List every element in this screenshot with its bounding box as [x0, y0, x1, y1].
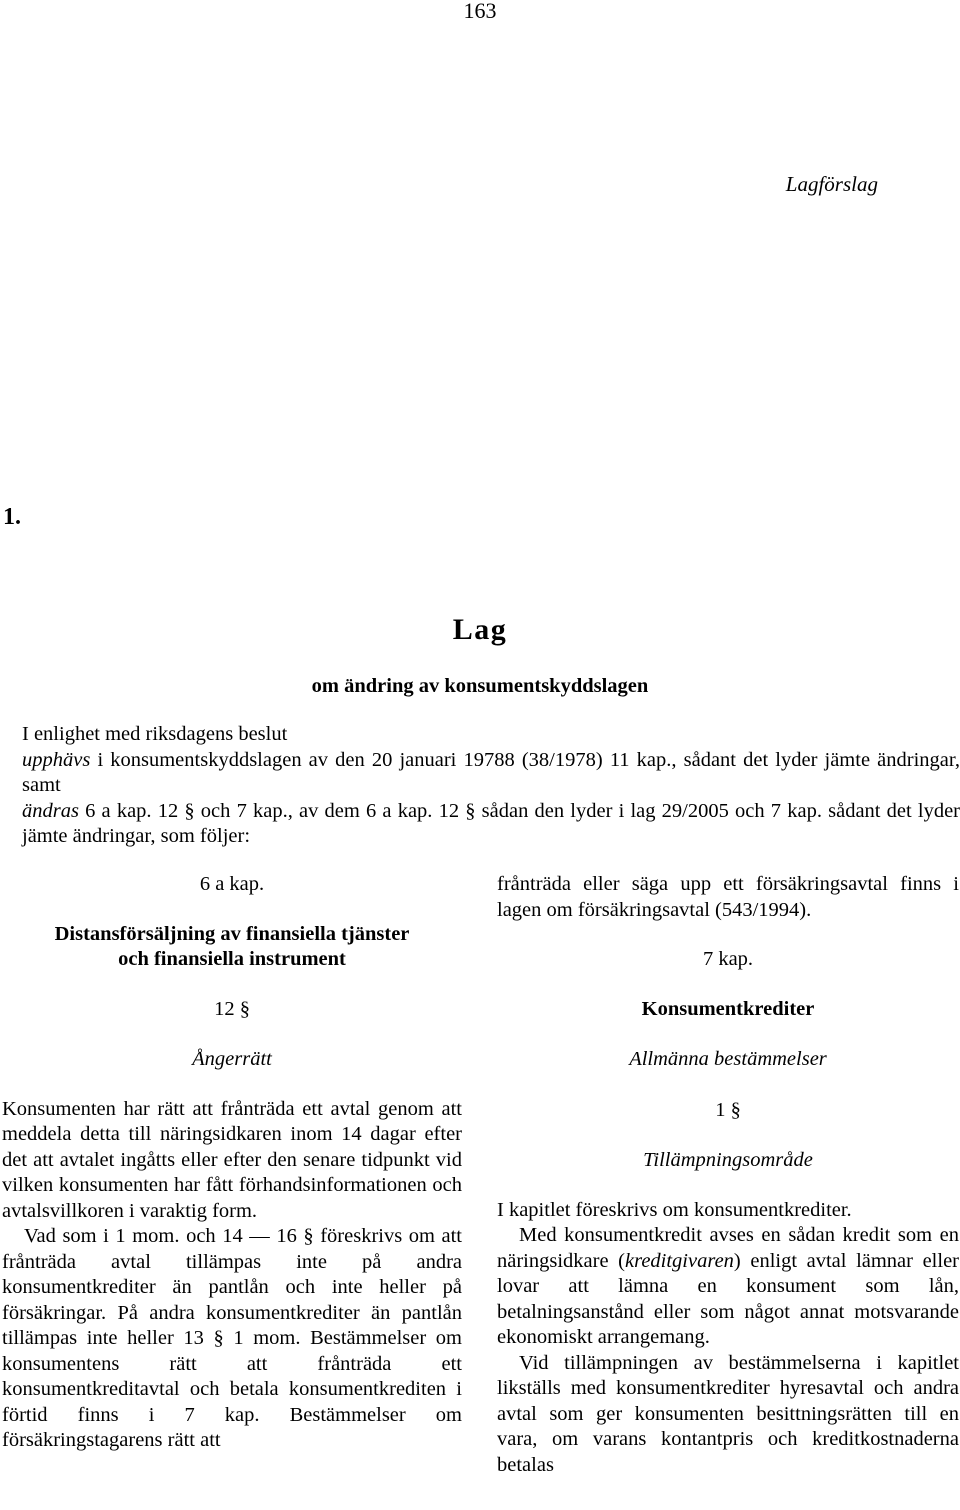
- running-header: Lagförslag: [785, 172, 878, 196]
- section-heading: 12 §: [214, 997, 250, 1020]
- chapter-heading: 7 kap.: [702, 948, 754, 970]
- chapter-title-line1: Distansförsäljning av finansiella tjänster: [54, 922, 410, 945]
- chapter-title: Konsumentkrediter: [641, 997, 815, 1020]
- paragraph: I kapitlet föreskrivs om konsumentkrediter.: [497, 1198, 852, 1221]
- chapter-heading: 6 a kap.: [199, 873, 265, 895]
- defined-term: kreditgivaren: [625, 1249, 734, 1272]
- right-column: [497, 872, 959, 1478]
- law-title: Lag: [452, 613, 508, 646]
- intro-decision-line: I enlighet med riksdagens beslut: [22, 723, 288, 745]
- paragraph-text: Med konsumentkredit avses en sådan kredit som en näringsidkare (: [497, 1224, 959, 1272]
- paragraph-text: ) enligt avtal lämnar eller lovar att lämna en konsument som lån, betalningsanstånd eller som något annat motsvarande ekonomiskt arrangemang.: [497, 1249, 959, 1348]
- amend-text: 6 a kap. 12 § och 7 kap., av dem 6 a kap. 12 § sådan den lyder i lag 29/2005 och 7 kap. sådant det lyder jämte ändringar, som följer:: [22, 799, 960, 847]
- paragraph: Konsumenten har rätt att frånträda ett avtal genom att meddela detta till näringsidkaren inom 14 dagar efter det att avtalet ingåtts eller efter den senare tidpunkt vid vilken konsumenten har fått förhandsinformationen och avtalsvillkoren i varaktig form.: [2, 1097, 462, 1222]
- repeal-text: i konsumentskyddslagen av den 20 januari 19788 (38/1978) 11 kap., sådant det lyder jämte ändringar, samt: [22, 748, 960, 796]
- page-number: 163: [463, 0, 497, 23]
- paragraph: frånträda eller säga upp ett försäkringsavtal finns i lagen om försäkringsavtal (543/1994).: [497, 873, 959, 921]
- intro-amend-clause: [22, 799, 960, 850]
- intro-text: [22, 722, 960, 850]
- paragraph: [497, 1223, 959, 1351]
- left-column: [2, 872, 462, 1454]
- section-heading: 1 §: [715, 1098, 741, 1121]
- section-title: Tillämpningsområde: [643, 1149, 813, 1171]
- law-subtitle: om ändring av konsumentskyddslagen: [311, 675, 649, 697]
- paragraph: Vid tillämpningen av bestämmelserna i kapitlet likställs med konsumentkrediter hyresavtal och andra avtal som ger konsumenten besittningsrätten till en vara, om varans kontantpris och kreditkostnaderna betalas: [497, 1351, 959, 1476]
- paragraph: Vad som i 1 mom. och 14 — 16 § föreskrivs om att frånträda avtal tillämpas inte på andra konsumentkrediter än pantlån och inte heller på försäkringar. På andra konsumentkrediter än pantlån tillämpas inte heller 13 § 1 mom. Bestämmelser om konsumentens rätt att frånträda ett konsumentkreditavtal och betala konsumentkrediten i förtid finns i 7 kap. Bestämmelser om försäkringstagarens rätt att: [2, 1225, 462, 1451]
- section-title: Ångerrätt: [192, 1048, 272, 1070]
- subheading: Allmänna bestämmelser: [629, 1048, 827, 1070]
- repeal-keyword: upphävs: [22, 748, 91, 771]
- amend-keyword: ändras: [22, 799, 79, 822]
- proposal-number: 1.: [3, 504, 21, 530]
- chapter-title-line2: och finansiella instrument: [118, 948, 346, 970]
- intro-repeal-clause: [22, 748, 960, 799]
